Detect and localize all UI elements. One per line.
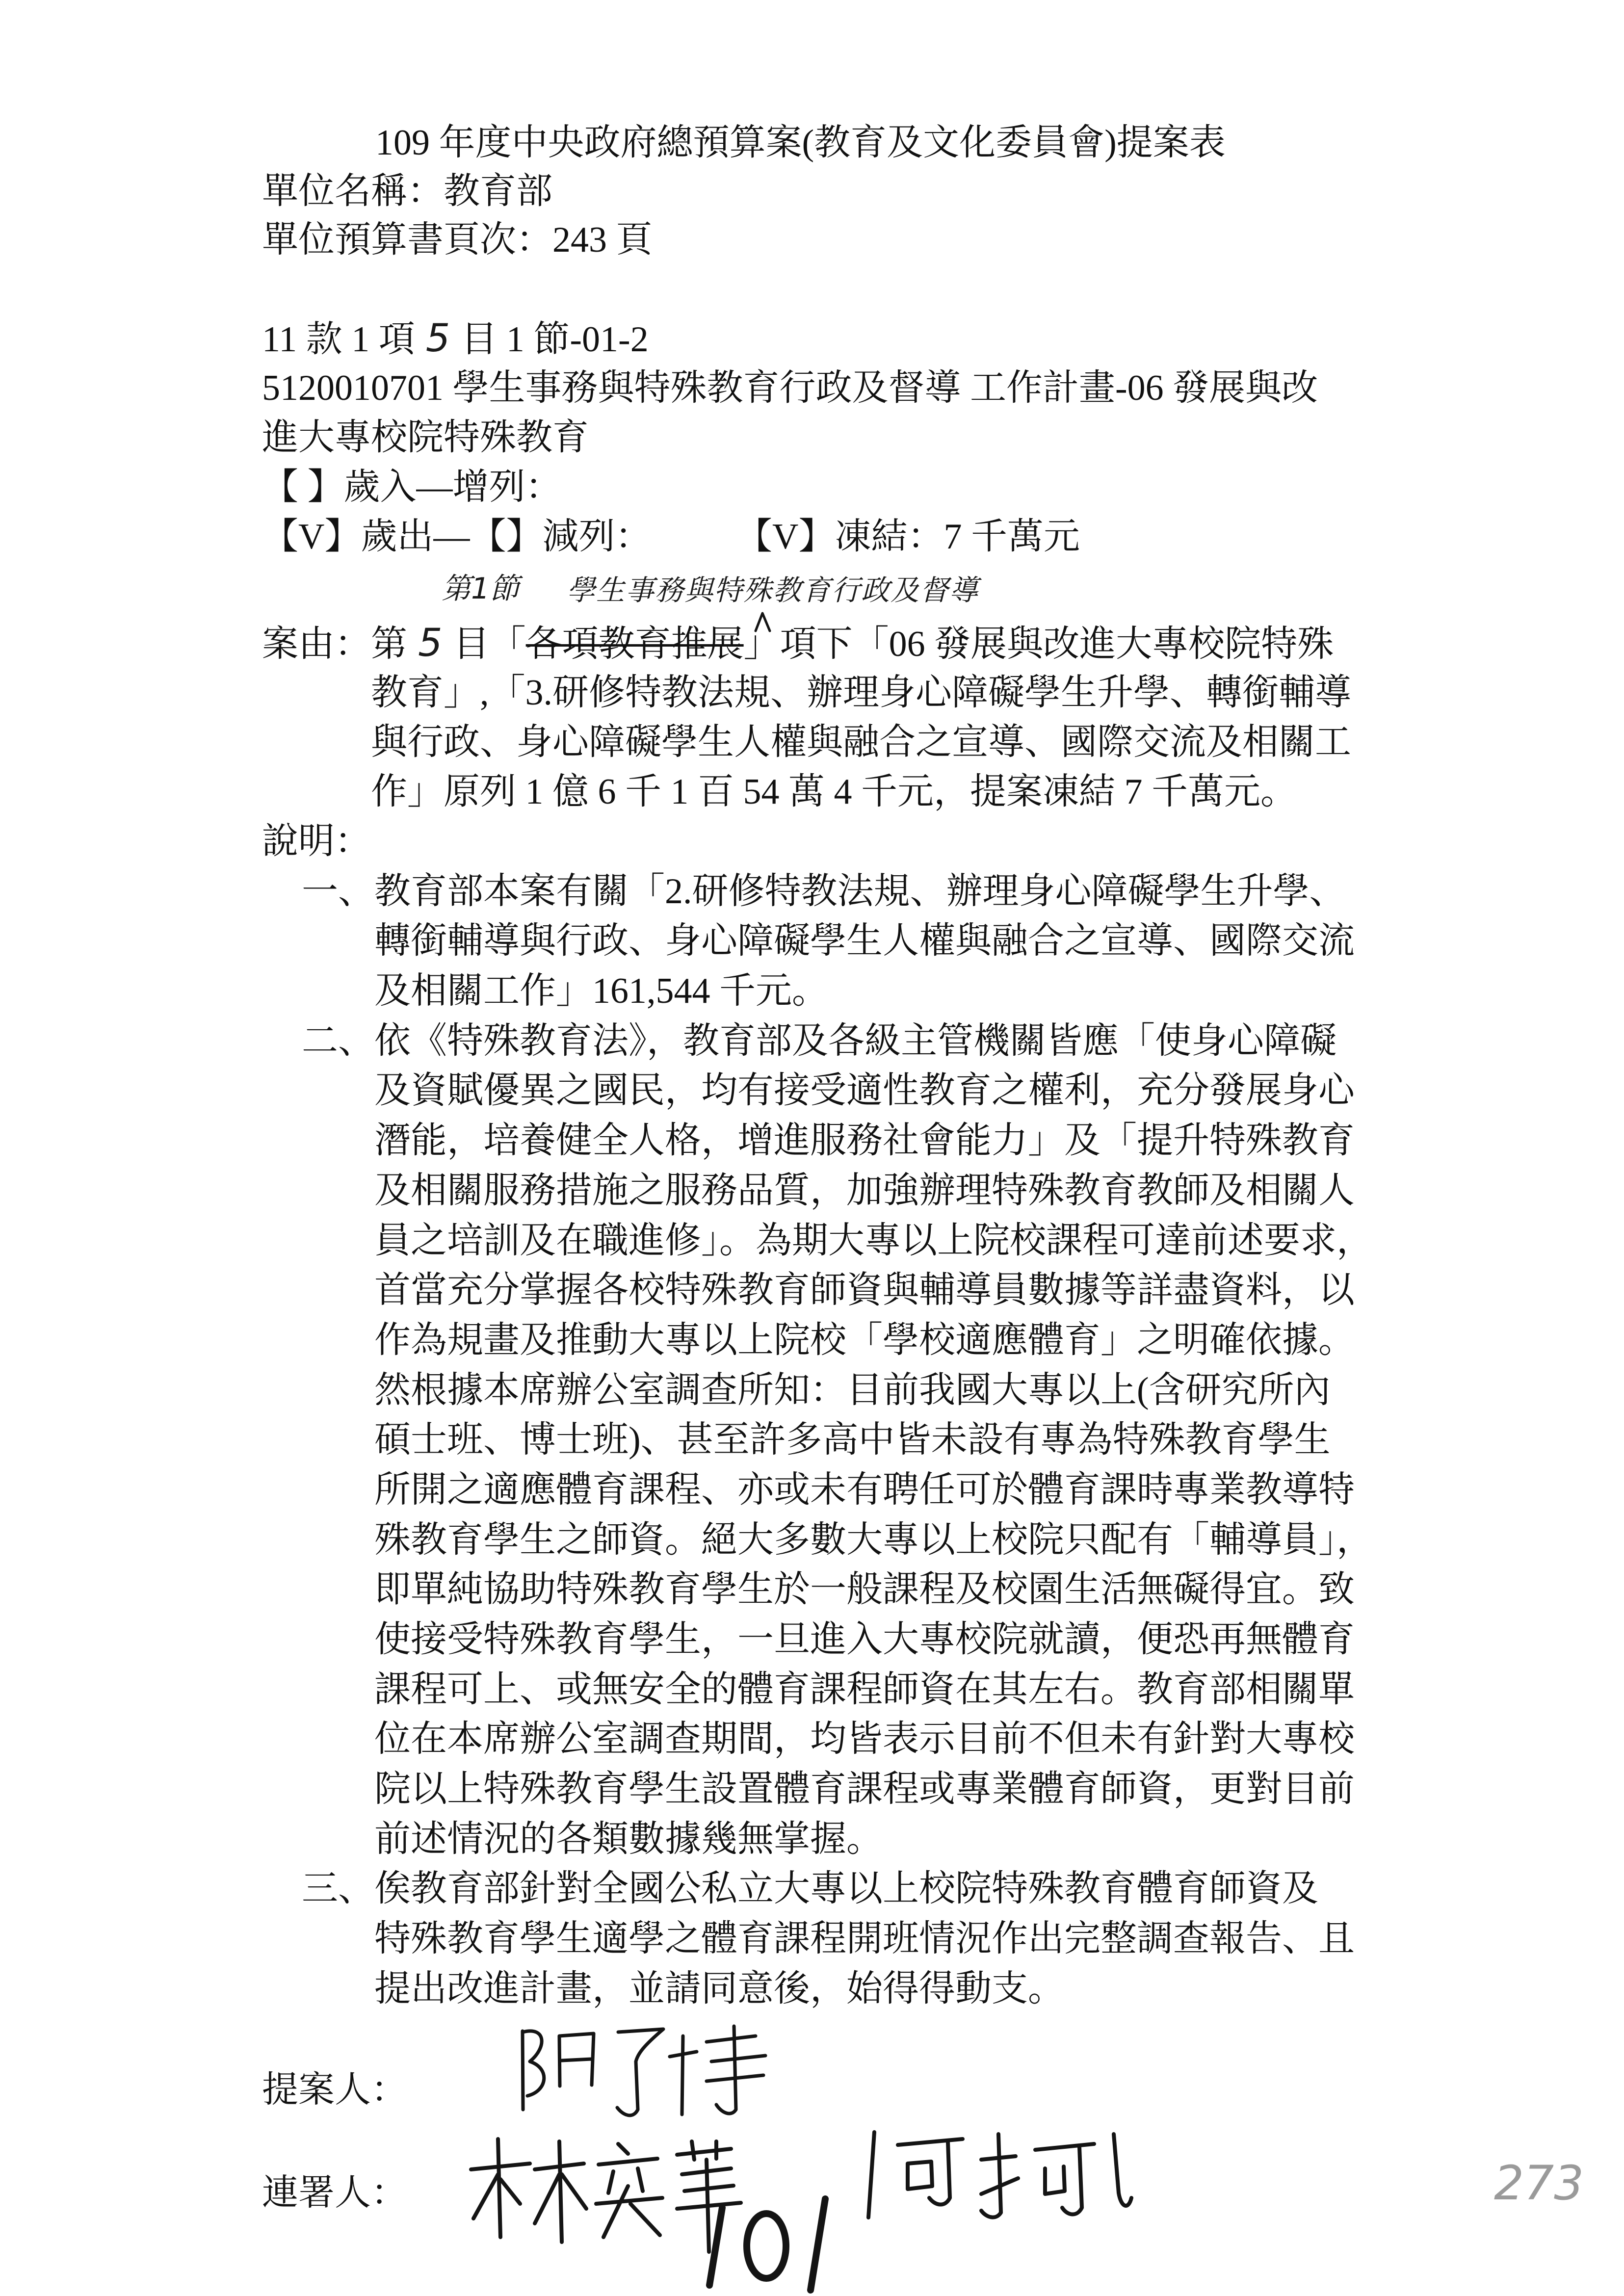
item-text-line: 作為規畫及推動大專以上院校「學校適應體育」之明確依據。 <box>374 1320 1355 1360</box>
freeze-option: 【V】凍結：7 千萬元 <box>736 516 1080 557</box>
item-number: 三、 <box>302 1869 374 1909</box>
expense-option-line <box>0 512 1624 562</box>
budget-code-suffix: 目 1 節-01-2 <box>461 319 649 360</box>
reason-line-1-rest: 」項下「06 發展與改進大專校院特殊 <box>743 624 1334 664</box>
budget-code-line <box>0 314 1624 364</box>
handwritten-replacement-text: 學生事務與特殊教育行政及督導 <box>567 574 979 607</box>
proposer-label: 提案人： <box>262 2070 407 2110</box>
item-text-line: 首當充分掌握各校特殊教育師資與輔導員數據等詳盡資料，以 <box>374 1270 1355 1311</box>
expense-option: 【V】歲出—【】減列： <box>262 516 652 557</box>
reason-after-number: 目「 <box>453 624 526 664</box>
revenue-option: 【 】歲入—增列： <box>262 467 562 507</box>
item-text-line: 員之培訓及在職進修」。為期大專以上院校課程可達前述要求， <box>374 1220 1373 1261</box>
item-text-line: 前述情況的各類數據幾無掌握。 <box>374 1819 883 1859</box>
item-text-line: 特殊教育學生適學之體育課程開班情況作出完整調查報告、且 <box>374 1919 1355 1959</box>
explanation-section <box>0 817 1624 2014</box>
unit-name: 單位名稱：教育部 <box>262 171 552 211</box>
document-header <box>0 119 1624 264</box>
program-line-2: 進大專校院特殊教育 <box>262 417 589 458</box>
item-text-line: 轉銜輔導與行政、身心障礙學生人權與融合之宣導、國際交流 <box>374 921 1355 962</box>
reason-section <box>0 619 1624 817</box>
handwritten-item-number: 5 <box>425 316 450 361</box>
item-text: 依《特殊教育法》，教育部及各級主管機關皆應「使身心障礙 <box>374 1020 1336 1061</box>
handwritten-section-note: 第1節 <box>442 572 520 606</box>
explanation-item-3-line <box>0 1864 1624 1914</box>
program-line-1: 5120010701 學生事務與特殊教育行政及督導 工作計畫-06 發展與改 <box>262 367 1318 408</box>
cosigner-label: 連署人： <box>262 2173 407 2213</box>
item-text-line: 課程可上、或無安全的體育課程師資在其左右。教育部相關單 <box>374 1669 1355 1710</box>
item-text-line: 使接受特殊教育學生，一旦進入大專校院就讀，便恐再無體育 <box>374 1619 1355 1660</box>
handwritten-reason-number: 5 <box>418 621 443 665</box>
item-text-line: 提出改進計畫，並請同意後，始得得動支。 <box>374 1968 1064 2009</box>
item-number: 二、 <box>302 1020 374 1061</box>
item-text-line: 碩士班、博士班)、甚至許多高中皆未設有專為特殊教育學生 <box>374 1420 1331 1461</box>
reason-line: 教育」,「3.研修特教法規、辦理身心障礙學生升學、轉銜輔導 <box>371 672 1351 713</box>
item-text-line: 及資賦優異之國民，均有接受適性教育之權利，充分發展身心 <box>374 1070 1355 1111</box>
item-text-line: 位在本席辦公室調查期間，均皆表示目前不但未有針對大專校 <box>374 1719 1355 1760</box>
budget-item-section <box>0 314 1624 562</box>
reason-line: 與行政、身心障礙學生人權與融合之宣導、國際交流及相關工 <box>371 722 1351 762</box>
cosigner-signature-1 <box>471 2139 741 2252</box>
reason-line-1 <box>0 619 1624 668</box>
item-text-line: 即單純協助特殊教育學生於一般課程及校園生活無礙得宜。致 <box>374 1569 1355 1610</box>
item-text-line: 潛能，培養健全人格，增進服務社會能力」及「提升特殊教育 <box>374 1121 1355 1161</box>
item-text-line: 及相關工作」161,544 千元。 <box>374 971 828 1012</box>
explanation-label: 說明： <box>262 821 371 861</box>
budget-page: 單位預算書頁次：243 頁 <box>262 219 653 260</box>
item-text-line: 所開之適應體育課程、亦或未有聘任可於體育課時專業教導特 <box>374 1469 1355 1510</box>
item-text: 俟教育部針對全國公私立大專以上校院特殊教育體育師資及 <box>374 1869 1318 1909</box>
reason-label: 案由：第 <box>262 624 407 664</box>
struck-text: 各項教育推展 <box>525 624 744 664</box>
proposer-signature <box>523 2026 765 2115</box>
explanation-item-1-line <box>0 867 1624 917</box>
item-text-line: 及相關服務措施之服務品質，加強辦理特殊教育教師及相關人 <box>374 1170 1355 1211</box>
cosigner-signature-3 <box>868 2132 1131 2218</box>
item-number: 一、 <box>302 871 374 912</box>
item-text: 教育部本案有關「2.研修特教法規、辦理身心障礙學生升學、 <box>374 871 1346 912</box>
explanation-item-2-line <box>0 1017 1624 1067</box>
item-text-line: 殊教育學生之師資。絕大多數大專以上校院只配有「輔導員」， <box>374 1519 1373 1560</box>
item-text-line: 然根據本席辦公室調查所知：目前我國大專以上(含研究所內 <box>374 1370 1331 1410</box>
cosigner-signature-2 <box>709 2199 825 2290</box>
document-title: 109 年度中央政府總預算案(教育及文化委員會)提案表 <box>375 122 1226 163</box>
budget-code-prefix: 11 款 1 項 <box>262 319 415 360</box>
item-text-line: 院以上特殊教育學生設置體育課程或專業體育師資，更對目前 <box>374 1769 1355 1810</box>
handwritten-page-number: 273 <box>1494 2156 1584 2211</box>
reason-line: 作」原列 1 億 6 千 1 百 54 萬 4 千元，提案凍結 7 千萬元。 <box>371 771 1297 812</box>
